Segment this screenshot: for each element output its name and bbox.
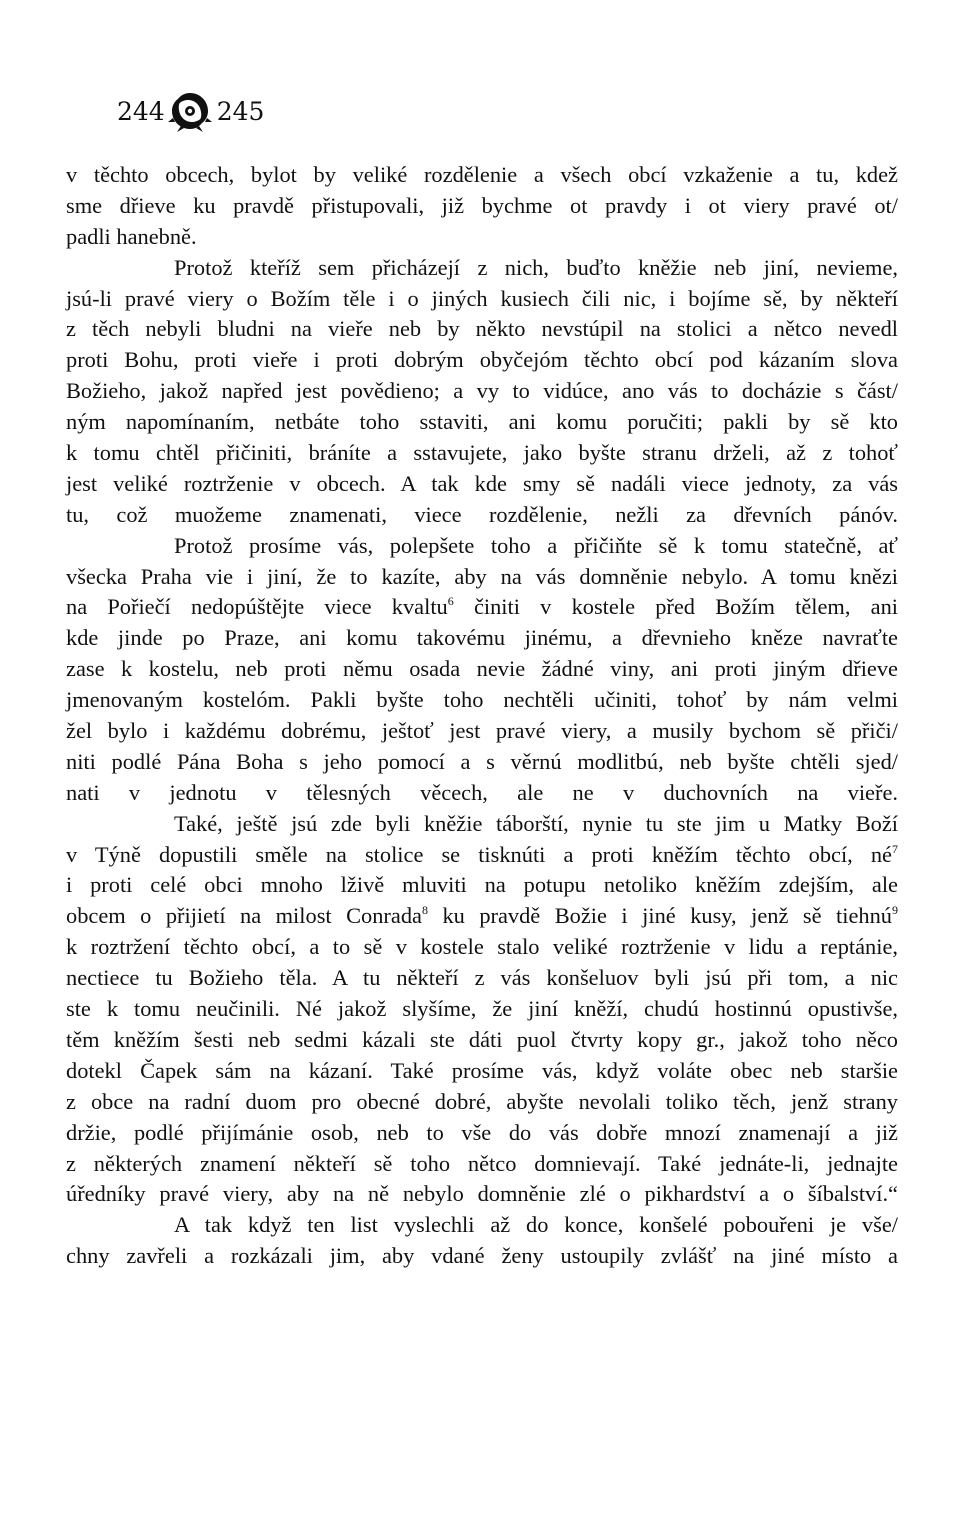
text-line [66,407,898,438]
line-text: proti Bohu, proti vieře i proti dobrým obyčejóm těchto obcí pod kázaním slova [66,347,898,373]
footnote-marker: 7 [892,841,898,856]
line-text: zase k kostelu, neb proti němu osada nevie žádné viny, ani proti jiným dřieve [66,656,898,682]
text-line [66,716,898,747]
text-line [66,870,898,901]
line-text: ku pravdě Božie i jiné kusy, jenž sě tiehnú [427,903,892,929]
line-text: v Týně dopustili směle na stolice se tisknúti a proti kněžím těchto obcí, né [66,841,892,867]
text-line [66,1241,898,1272]
text-line [66,840,898,871]
line-text: činiti v kostele před Božím tělem, ani [453,594,898,620]
line-text: v těchto obcech, bylot by veliké rozdělenie a všech obcí vzkaženie a tu, kdež [66,162,898,187]
text-line [66,160,898,191]
line-text: sme dřieve ku pravdě přistupovali, již bychme ot pravdy i ot viery pravé ot/ [66,192,898,218]
text-line [66,531,898,562]
body-text [66,160,898,1272]
text-line [66,314,898,345]
text-line [66,592,898,623]
line-text: Také, ještě jsú zde byli kněžie táborští, nynie tu ste jim u Matky Boží [174,810,898,836]
text-line [66,623,898,654]
text-line [66,901,898,932]
text-line [66,1179,898,1210]
line-text: všecka Praha vie i jiní, že to kazíte, aby na vás domněnie nebylo. A tomu knězi [66,563,898,589]
text-line [66,932,898,963]
footnote-marker: 8 [421,903,428,918]
text-line [66,284,898,315]
text-line [66,1025,898,1056]
text-line [66,222,898,253]
line-text: z těch nebyli bludni na vieře neb by někto nevstúpil na stolici a nětco nevedl [66,316,898,342]
footnote-marker: 6 [447,594,454,609]
line-text: z obce na radní duom pro obecné dobré, abyšte nevolali toliko těch, jenž strany [66,1088,898,1114]
line-text: padli hanebně. [66,223,197,249]
line-text: Protož prosíme vás, polepšete toho a přičiňte sě k tomu statečně, ať [174,532,898,558]
line-text: k tomu chtěl přičiniti, bráníte a sstavujete, jako byšte stranu drželi, až z tohoť [66,440,898,466]
right-page-number: 245 [216,96,265,126]
text-line [66,809,898,840]
line-text: jsú-li pravé viery o Božím těle i o jiných kusiech čili nic, i bojíme sě, by někteří [66,285,898,311]
text-line [66,500,898,531]
footnote-marker: 9 [892,903,898,918]
text-line [66,562,898,593]
line-text: jest veliké roztrženie v obcech. A tak kde smy sě nadáli viece jednoty, za vás [66,470,898,496]
line-text: k roztržení těchto obcí, a to sě v kostele stalo veliké roztrženie v lidu a reptánie, [66,934,898,960]
line-text: žel bylo i každému dobrému, ještoť jest pravé viery, a musily bychom sě přiči/ [66,718,898,744]
line-text: těm kněžím šesti neb sedmi kázali ste dáti puol čtvrty kopy gr., jakož toho něco [66,1026,898,1052]
text-line [66,376,898,407]
text-line [66,1056,898,1087]
text-line [66,963,898,994]
spiral-ornament-icon [167,88,213,134]
text-line [66,685,898,716]
line-text: jmenovaným kostelóm. Pakli byšte toho nechtěli učiniti, tohoť by nám velmi [66,687,898,713]
line-text: kde jinde po Praze, ani komu takovému jinému, a dřevnieho kněze navraťte [66,625,898,651]
line-text: ným napomínaním, netbáte toho sstaviti, ani komu poručiti; pakli by sě kto [66,409,898,435]
text-line [66,1149,898,1180]
text-line [66,747,898,778]
line-text: chny zavřeli a rozkázali jim, aby vdané ženy ustoupily zvlášť na jiné místo a [66,1243,898,1269]
text-line [66,1087,898,1118]
text-line [66,191,898,222]
text-line [66,253,898,284]
text-line [66,469,898,500]
text-line [66,438,898,469]
line-text: niti podlé Pána Boha s jeho pomocí a s věrnú modlitbú, neb byšte chtěli sjed/ [66,748,898,774]
line-text: dotekl Čapek sám na kázaní. Také prosíme vás, když voláte obec neb staršie [66,1057,898,1083]
left-page-number: 244 [117,96,165,126]
line-text: nati v jednotu v tělesných věcech, ale ne v duchovních na vieře. [66,779,898,805]
line-text: tu, což muožeme znamenati, viece rozdělenie, nežli za dřevních pánóv. [66,501,898,527]
page-header [117,86,264,136]
text-line [66,1118,898,1149]
line-text: Božieho, jakož napřed jest povědieno; a vy to vidúce, ano vás to docházie s část/ [66,378,898,404]
line-text: úředníky pravé viery, aby na ně nebylo domněnie zlé o pikhardství a o šíbalství.“ [66,1181,898,1207]
text-line [66,778,898,809]
line-text: i proti celé obci mnoho lživě mluviti na potupu netoliko kněžím zdejším, ale [66,872,898,898]
line-text: obcem o přijietí na milost Conrada [66,903,422,929]
line-text: z některých znamení někteří sě toho nětco domnievají. Také jednáte-li, jednajte [66,1150,898,1176]
line-text: ste k tomu neučinili. Né jakož slyšíme, že jiní kněží, chudú hostinnú opustivše, [66,996,898,1022]
text-line [66,345,898,376]
text-line [66,994,898,1025]
text-line [66,654,898,685]
line-text: držie, podlé přijímánie osob, neb to vše do vás dobře mnozí znamenají a již [66,1119,898,1145]
line-text: Protož kteříž sem přicházejí z nich, buďto kněžie neb jiní, nevieme, [174,254,898,280]
line-text: na Pořiečí nedopúštějte viece kvaltu [66,594,448,620]
line-text: A tak když ten list vyslechli až do konce, konšelé pobouřeni je vše/ [174,1212,898,1238]
line-text: nectiece tu Božieho těla. A tu někteří z vás konšeluov byli jsú při tom, a nic [66,965,898,991]
text-line [66,1210,898,1241]
